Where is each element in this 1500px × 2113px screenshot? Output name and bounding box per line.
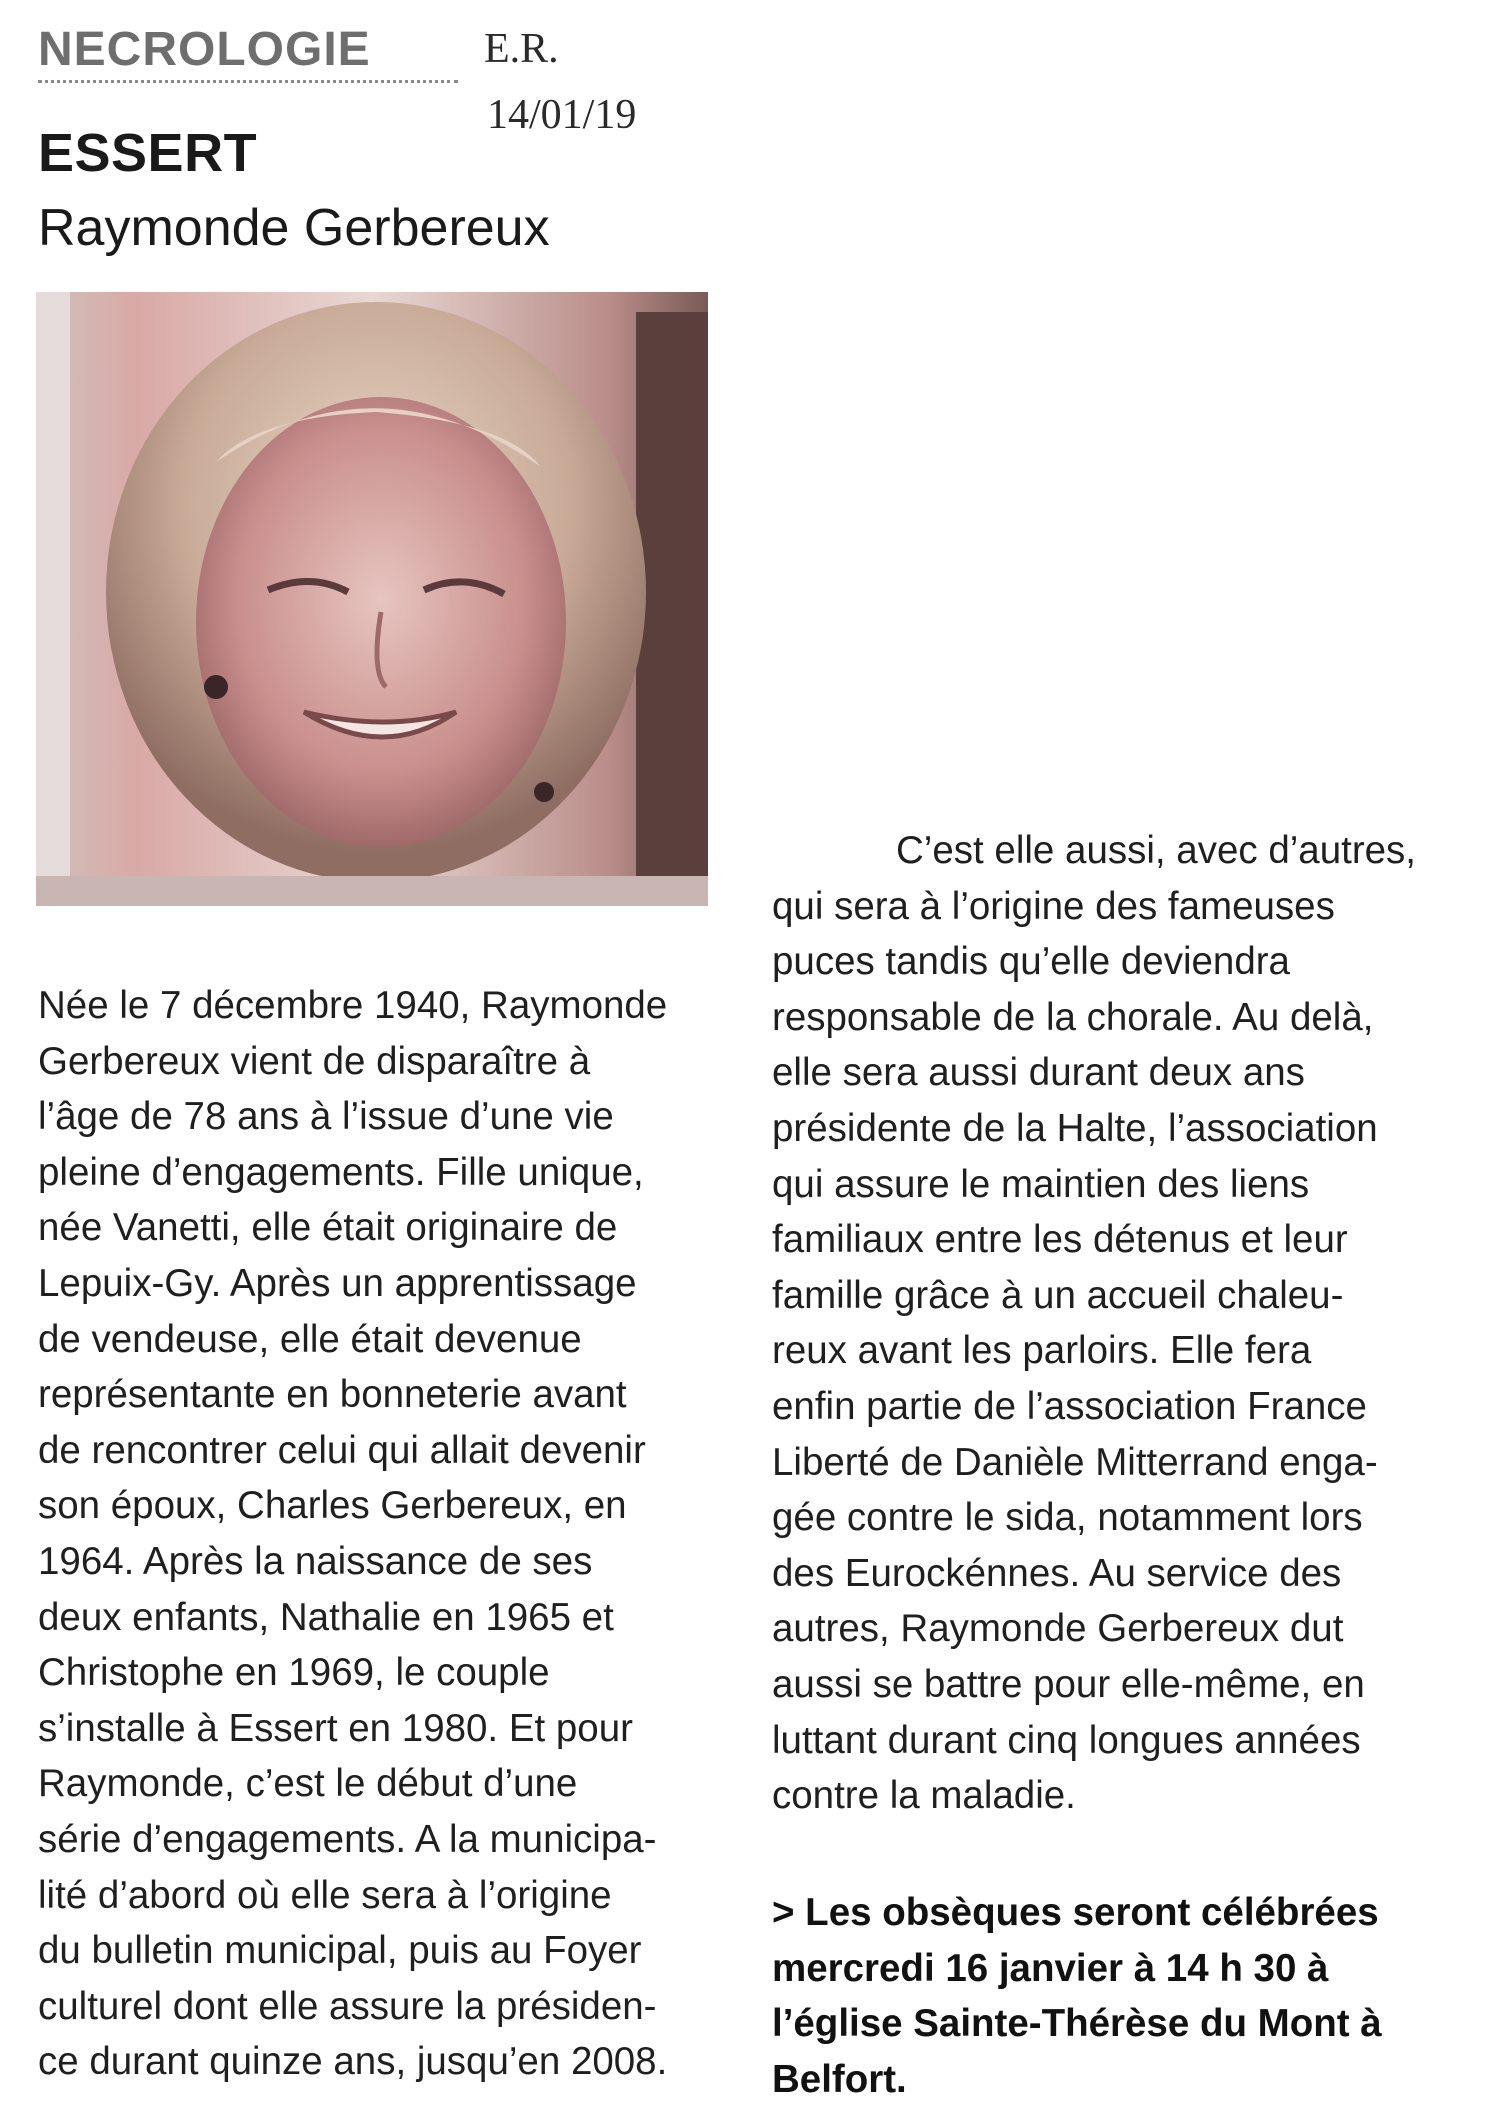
article-line: luttant durant cinq longues années [772, 1718, 1361, 1762]
town-heading: ESSERT [38, 123, 258, 183]
article-line: des Eurockénnes. Au service des [772, 1551, 1342, 1595]
article-line: son époux, Charles Gerbereux, en [38, 1484, 627, 1528]
article-line: culturel dont elle assure la présiden- [38, 1984, 657, 2028]
earring-right [534, 782, 554, 802]
funeral-line: > Les obsèques seront célébrées [772, 1891, 1379, 1934]
funeral-notice [772, 1885, 1382, 2107]
publication-date: 14/01/19 [487, 92, 637, 138]
article-line: qui sera à l’origine des fameuses [772, 884, 1335, 928]
funeral-line: Belfort. [772, 2057, 907, 2101]
section-divider [38, 80, 458, 83]
article-line: enfin partie de l’association France [772, 1384, 1367, 1428]
article-right-column [772, 823, 1416, 1824]
article-line: de rencontrer celui qui allait devenir [38, 1428, 646, 1472]
article-line: 1964. Après la naissance de ses [38, 1539, 593, 1583]
article-line: Liberté de Danièle Mitterrand enga- [772, 1440, 1378, 1484]
article-line: C’est elle aussi, avec d’autres, [896, 829, 1416, 872]
funeral-line: mercredi 16 janvier à 14 h 30 à [772, 1946, 1329, 1990]
article-line: l’âge de 78 ans à l’issue d’une vie [38, 1095, 614, 1139]
article-line: Raymonde, c’est le début d’une [38, 1762, 578, 1806]
article-line: contre la maladie. [772, 1774, 1076, 1818]
article-line: deux enfants, Nathalie en 1965 et [38, 1595, 614, 1639]
article-line: s’installe à Essert en 1980. Et pour [38, 1706, 633, 1750]
article-left-column [38, 978, 667, 2090]
article-line: série d’engagements. A la municipa- [38, 1817, 657, 1861]
article-line: famille grâce à un accueil chaleu- [772, 1273, 1344, 1317]
article-line: représentante en bonneterie avant [38, 1373, 627, 1417]
article-line: lité d’abord où elle sera à l’origine [38, 1873, 612, 1917]
article-line: ce durant quinze ans, jusqu’en 2008. [38, 2040, 668, 2084]
article-line: reux avant les parloirs. Elle fera [772, 1329, 1312, 1373]
article-line: née Vanetti, elle était originaire de [38, 1206, 618, 1250]
article-line: autres, Raymonde Gerbereux dut [772, 1607, 1344, 1651]
article-line: du bulletin municipal, puis au Foyer [38, 1929, 642, 1973]
article-line: elle sera aussi durant deux ans [772, 1051, 1305, 1095]
article-line: présidente de la Halte, l’association [772, 1106, 1378, 1150]
article-line: Gerbereux vient de disparaître à [38, 1039, 591, 1083]
deceased-name: Raymonde Gerbereux [38, 199, 550, 257]
article-line: responsable de la chorale. Au delà, [772, 995, 1374, 1039]
earring-left [204, 675, 228, 699]
article-line: de vendeuse, elle était devenue [38, 1317, 582, 1361]
article-line: aussi se battre pour elle-même, en [772, 1662, 1365, 1706]
section-label: NECROLOGIE [38, 23, 371, 76]
article-line: qui assure le maintien des liens [772, 1162, 1310, 1206]
newspaper-source: E.R. [484, 26, 559, 72]
article-line: Née le 7 décembre 1940, Raymonde [38, 984, 668, 1027]
article-line: familiaux entre les détenus et leur [772, 1218, 1348, 1262]
article-line: gée contre le sida, notamment lors [772, 1496, 1363, 1540]
funeral-line: l’église Sainte-Thérèse du Mont à [772, 2002, 1382, 2046]
article-line: pleine d’engagements. Fille unique, [38, 1150, 644, 1194]
article-line: Lepuix-Gy. Après un apprentissage [38, 1261, 637, 1305]
article-line: Christophe en 1969, le couple [38, 1651, 550, 1695]
portrait-photo [36, 292, 708, 906]
article-line: puces tandis qu’elle deviendra [772, 940, 1290, 984]
